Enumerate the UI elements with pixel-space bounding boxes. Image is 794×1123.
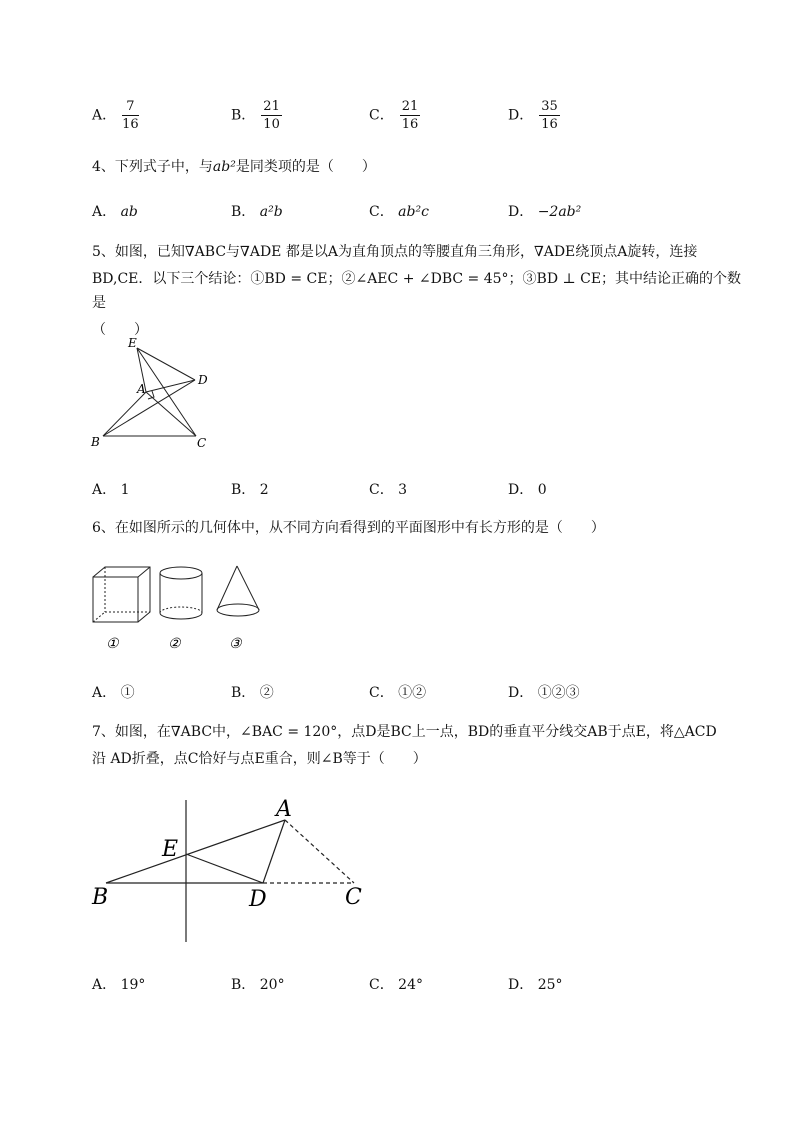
q3-option-b[interactable] (231, 100, 282, 131)
option-letter: B． (231, 685, 256, 701)
q5-stem-line: 5、如图，已知∇ABC与∇ADE 都是以A为直角顶点的等腰直角三角形，∇ADE绕顶点A旋转，连接 (92, 244, 698, 260)
denominator: 10 (263, 117, 280, 132)
q4-option-b[interactable] (231, 201, 283, 221)
option-text: a²b (259, 204, 283, 220)
option-text: 19° (120, 977, 146, 993)
option-letter: D． (508, 685, 534, 701)
q7-option-c[interactable] (369, 974, 423, 994)
q7-stem (92, 720, 752, 771)
q6-option-c[interactable] (369, 682, 426, 702)
q7-stem-line: 沿 AD折叠，点C恰好与点E重合，则∠B等于（ ） (92, 751, 427, 767)
numerator: 21 (263, 99, 280, 114)
q5-option-b[interactable] (231, 479, 269, 499)
cylinder-icon (160, 567, 202, 619)
q5-option-d[interactable] (508, 479, 547, 499)
q4-option-d[interactable] (508, 201, 581, 221)
q3-option-a[interactable] (92, 100, 139, 131)
label-1: ① (106, 636, 119, 652)
segment-ED (186, 854, 263, 883)
fraction (400, 100, 421, 131)
option-text: 25° (537, 977, 563, 993)
segment-BA (106, 820, 285, 883)
q7-option-d[interactable] (508, 974, 563, 994)
option-letter: A． (92, 685, 117, 701)
label-2: ② (168, 636, 181, 652)
label-C: C (345, 885, 362, 910)
q6-option-a[interactable] (92, 682, 135, 702)
option-text: ① (120, 685, 135, 701)
q4-option-c[interactable] (369, 201, 429, 221)
option-letter: C． (369, 204, 394, 220)
fraction (539, 100, 560, 131)
q3-option-d[interactable] (508, 100, 560, 131)
option-letter: C． (369, 685, 394, 701)
option-text: −2ab² (537, 204, 582, 220)
denominator: 16 (122, 117, 139, 132)
option-letter: A． (92, 107, 117, 124)
numerator: 21 (401, 99, 419, 114)
label-E: E (162, 837, 179, 862)
label-B: B (91, 435, 100, 449)
label-A: A (276, 797, 292, 822)
segment-AC-dashed (285, 820, 354, 883)
q7-figure (80, 790, 380, 950)
q7-stem-line: 7、如图，在∇ABC中，∠BAC = 120°，点D是BC上一点，BD的垂直平分线交AB于点E，将△ACD (92, 724, 717, 740)
option-letter: B． (231, 482, 256, 498)
q4-stem-text: 4、下列式子中，与 (92, 159, 213, 175)
option-letter: B． (231, 977, 256, 993)
denominator: 16 (401, 117, 419, 132)
label-D: D (249, 887, 267, 912)
option-letter: A． (92, 977, 117, 993)
option-letter: D． (508, 482, 534, 498)
q5-option-a[interactable] (92, 479, 130, 499)
label-E: E (128, 336, 137, 350)
option-text: 3 (398, 482, 408, 498)
option-letter: B． (231, 204, 256, 220)
q4-stem-expression: ab² (212, 159, 236, 175)
numerator: 35 (541, 99, 558, 114)
label-C: C (197, 436, 207, 450)
segment-BD (103, 380, 195, 436)
option-text: ab (120, 204, 138, 220)
q6-option-b[interactable] (231, 682, 274, 702)
q4-stem-text-end: 是同类项的是（ ） (235, 159, 376, 175)
q7-option-a[interactable] (92, 974, 145, 994)
q6-stem: 6、在如图所示的几何体中，从不同方向看得到的平面图形中有长方形的是（ ） (92, 520, 605, 536)
option-text: 1 (120, 482, 130, 498)
option-text: 2 (259, 482, 269, 498)
option-text: ab²c (398, 204, 429, 220)
option-letter: C． (369, 482, 394, 498)
numerator: 7 (122, 100, 139, 116)
cube-icon (93, 567, 150, 622)
option-letter: D． (508, 204, 534, 220)
option-text: ①②③ (537, 685, 580, 701)
q5-stem (92, 240, 752, 342)
option-letter: B． (231, 107, 256, 124)
label-D: D (198, 373, 208, 387)
option-text: 24° (398, 977, 423, 993)
option-letter: C． (369, 977, 394, 993)
q5-stem-line: （ ） (92, 322, 148, 338)
option-letter: D． (508, 107, 534, 124)
option-text: 0 (537, 482, 547, 498)
q3-option-c[interactable] (369, 100, 420, 131)
fraction (122, 100, 139, 131)
option-letter: D． (508, 977, 534, 993)
q7-option-b[interactable] (231, 974, 285, 994)
cone-icon (217, 566, 259, 616)
label-3: ③ (229, 636, 242, 652)
q4-option-a[interactable] (92, 201, 138, 221)
fraction (261, 100, 282, 131)
denominator: 16 (541, 117, 558, 132)
q4-stem (92, 155, 376, 179)
q5-figure (85, 330, 225, 455)
option-text: ①② (398, 685, 427, 701)
segment-AD (263, 820, 285, 883)
label-A: A (137, 382, 146, 396)
segment-AD (146, 380, 195, 392)
option-letter: A． (92, 204, 117, 220)
option-letter: A． (92, 482, 117, 498)
q5-option-c[interactable] (369, 479, 407, 499)
label-B: B (92, 885, 109, 910)
q5-stem-line: BD,CE．以下三个结论：①BD = CE；②∠AEC + ∠DBC = 45°；③BD ⊥ CE；其中结论正确的个数是 (92, 271, 742, 311)
q6-option-d[interactable] (508, 682, 580, 702)
option-text: 20° (259, 977, 285, 993)
segment-ED (137, 348, 195, 380)
option-text: ② (259, 685, 274, 701)
q6-figure (85, 560, 275, 660)
option-letter: C． (369, 107, 394, 124)
